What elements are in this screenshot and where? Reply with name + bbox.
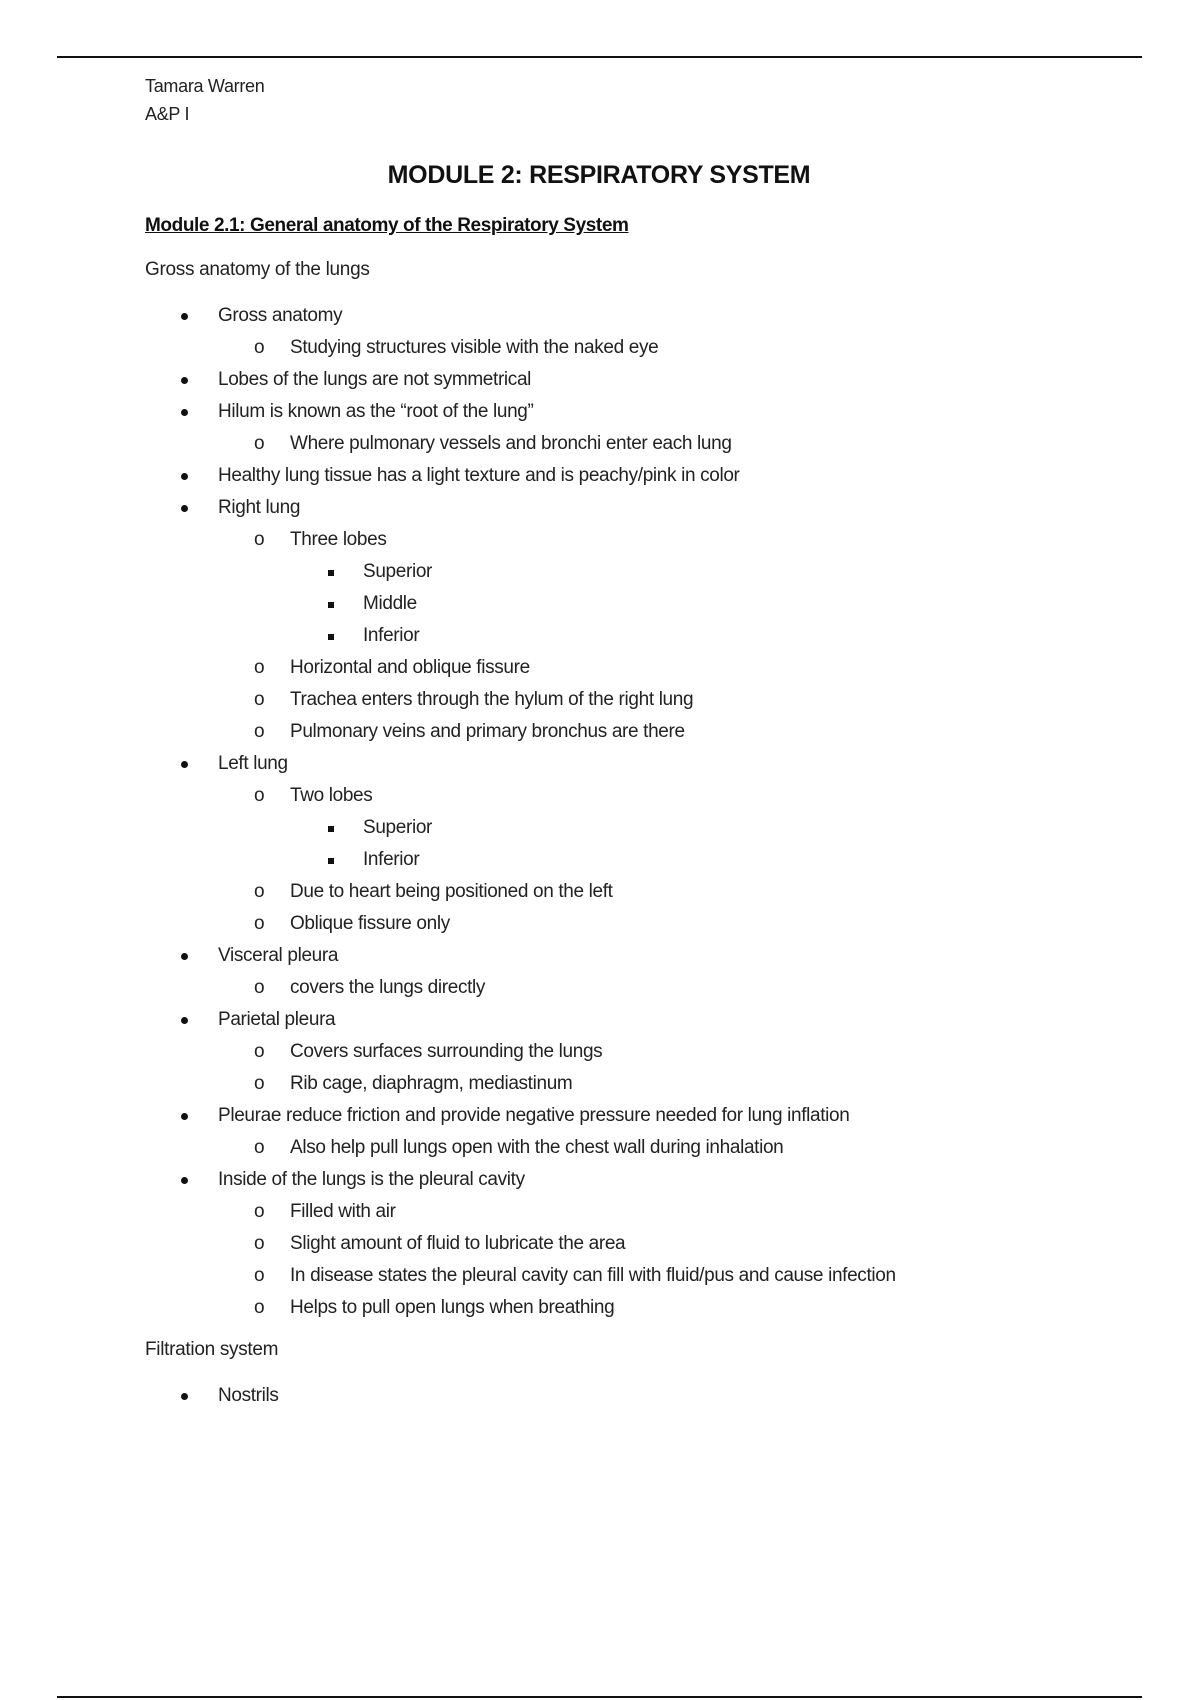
list-item (145, 974, 1065, 1002)
list-item-text: In disease states the pleural cavity can fill with fluid/pus and cause infection (290, 1265, 896, 1286)
bullet-disc-icon (181, 953, 188, 960)
list-item (145, 1006, 1065, 1034)
list-item-text: Due to heart being positioned on the left (290, 881, 613, 902)
list-item-text: Filled with air (290, 1201, 396, 1222)
list-item (145, 590, 1065, 618)
list-item (145, 398, 1065, 426)
subsection-heading: Gross anatomy of the lungs (145, 259, 370, 280)
list-item-text: Right lung (218, 497, 301, 518)
list-item-text: Studying structures visible with the naked eye (290, 337, 659, 358)
bullet-circle-icon: o (254, 1201, 265, 1222)
list-item (145, 1198, 1065, 1226)
bullet-disc-icon (181, 761, 188, 768)
bullet-circle-icon: o (254, 657, 265, 678)
bullet-circle-icon: o (254, 689, 265, 710)
list-item (145, 878, 1065, 906)
list-item-text: Inferior (363, 625, 420, 646)
list-item-text: Covers surfaces surrounding the lungs (290, 1041, 603, 1062)
list-item (145, 750, 1065, 778)
bullet-circle-icon: o (254, 337, 265, 358)
list-item (145, 1102, 1065, 1130)
list-item (145, 1294, 1065, 1322)
list-item-text: Gross anatomy (218, 305, 343, 326)
list-item-text: Also help pull lungs open with the chest wall during inhalation (290, 1137, 784, 1158)
bullet-circle-icon: o (254, 1137, 265, 1158)
bullet-circle-icon: o (254, 1265, 265, 1286)
list-item-text: Nostrils (218, 1385, 279, 1406)
bullet-circle-icon: o (254, 977, 265, 998)
subsection-heading: Filtration system (145, 1339, 279, 1360)
list-item (145, 654, 1065, 682)
bullet-disc-icon (181, 505, 188, 512)
list-item-text: Two lobes (290, 785, 373, 806)
list-item-text: Left lung (218, 753, 288, 774)
section-heading: Module 2.1: General anatomy of the Respiratory System (145, 215, 629, 236)
bullet-circle-icon: o (254, 1297, 265, 1318)
bullet-circle-icon: o (254, 785, 265, 806)
list-item-text: Rib cage, diaphragm, mediastinum (290, 1073, 573, 1094)
bullet-circle-icon: o (254, 721, 265, 742)
list-item (145, 1134, 1065, 1162)
list-item-text: Helps to pull open lungs when breathing (290, 1297, 615, 1318)
list-item-text: Pulmonary veins and primary bronchus are there (290, 721, 685, 742)
bullet-square-icon (328, 826, 334, 832)
list-item (145, 846, 1065, 874)
list-item-text: Oblique fissure only (290, 913, 450, 934)
bullet-square-icon (328, 634, 334, 640)
bullet-disc-icon (181, 473, 188, 480)
list-item-text: Trachea enters through the hylum of the right lung (290, 689, 694, 710)
bullet-list (145, 302, 1065, 1322)
bullet-circle-icon: o (254, 881, 265, 902)
list-item (145, 558, 1065, 586)
list-item (145, 718, 1065, 746)
list-item-text: Slight amount of fluid to lubricate the area (290, 1233, 626, 1254)
list-item (145, 942, 1065, 970)
list-item (145, 782, 1065, 810)
list-item (145, 1038, 1065, 1066)
list-item-text: Pleurae reduce friction and provide negative pressure needed for lung inflation (218, 1105, 850, 1126)
bullet-circle-icon: o (254, 433, 265, 454)
bullet-circle-icon: o (254, 913, 265, 934)
list-item (145, 622, 1065, 650)
bullet-disc-icon (181, 377, 188, 384)
bullet-square-icon (328, 858, 334, 864)
bullet-circle-icon: o (254, 1073, 265, 1094)
bullet-circle-icon: o (254, 1041, 265, 1062)
bullet-disc-icon (181, 313, 188, 320)
list-item (145, 1230, 1065, 1258)
list-item-text: Inside of the lungs is the pleural cavity (218, 1169, 525, 1190)
list-item-text: Three lobes (290, 529, 387, 550)
subsections-container (145, 256, 1065, 1410)
list-item (145, 462, 1065, 490)
list-item-text: Healthy lung tissue has a light texture and is peachy/pink in color (218, 465, 740, 486)
list-item (145, 526, 1065, 554)
bullet-circle-icon: o (254, 1233, 265, 1254)
footer-rule (57, 1696, 1142, 1698)
list-item-text: Lobes of the lungs are not symmetrical (218, 369, 532, 390)
list-item-text: Hilum is known as the “root of the lung” (218, 401, 534, 422)
bullet-disc-icon (181, 1393, 188, 1400)
list-item-text: Inferior (363, 849, 420, 870)
list-item (145, 1166, 1065, 1194)
list-item (145, 1262, 1065, 1290)
bullet-disc-icon (181, 1113, 188, 1120)
list-item (145, 1382, 1065, 1410)
bullet-list (145, 1382, 1065, 1410)
course-name: A&P I (145, 104, 190, 124)
list-item-text: Visceral pleura (218, 945, 339, 966)
list-item-text: Middle (363, 593, 417, 614)
bullet-disc-icon (181, 409, 188, 416)
list-item (145, 910, 1065, 938)
document-title: MODULE 2: RESPIRATORY SYSTEM (387, 161, 811, 189)
bullet-square-icon (328, 602, 334, 608)
bullet-square-icon (328, 570, 334, 576)
list-item (145, 366, 1065, 394)
list-item (145, 814, 1065, 842)
list-item (145, 334, 1065, 362)
document-page (145, 72, 1065, 1414)
bullet-disc-icon (181, 1017, 188, 1024)
list-item-text: Superior (363, 817, 433, 838)
list-item-text: Superior (363, 561, 433, 582)
bullet-disc-icon (181, 1177, 188, 1184)
list-item-text: Horizontal and oblique fissure (290, 657, 530, 678)
list-item (145, 494, 1065, 522)
list-item-text: Where pulmonary vessels and bronchi enter each lung (290, 433, 732, 454)
list-item (145, 686, 1065, 714)
list-item-text: Parietal pleura (218, 1009, 336, 1030)
bullet-circle-icon: o (254, 529, 265, 550)
list-item (145, 430, 1065, 458)
list-item-text: covers the lungs directly (290, 977, 486, 998)
list-item (145, 1070, 1065, 1098)
list-item (145, 302, 1065, 330)
author-name: Tamara Warren (145, 76, 265, 96)
header-rule (57, 56, 1142, 58)
